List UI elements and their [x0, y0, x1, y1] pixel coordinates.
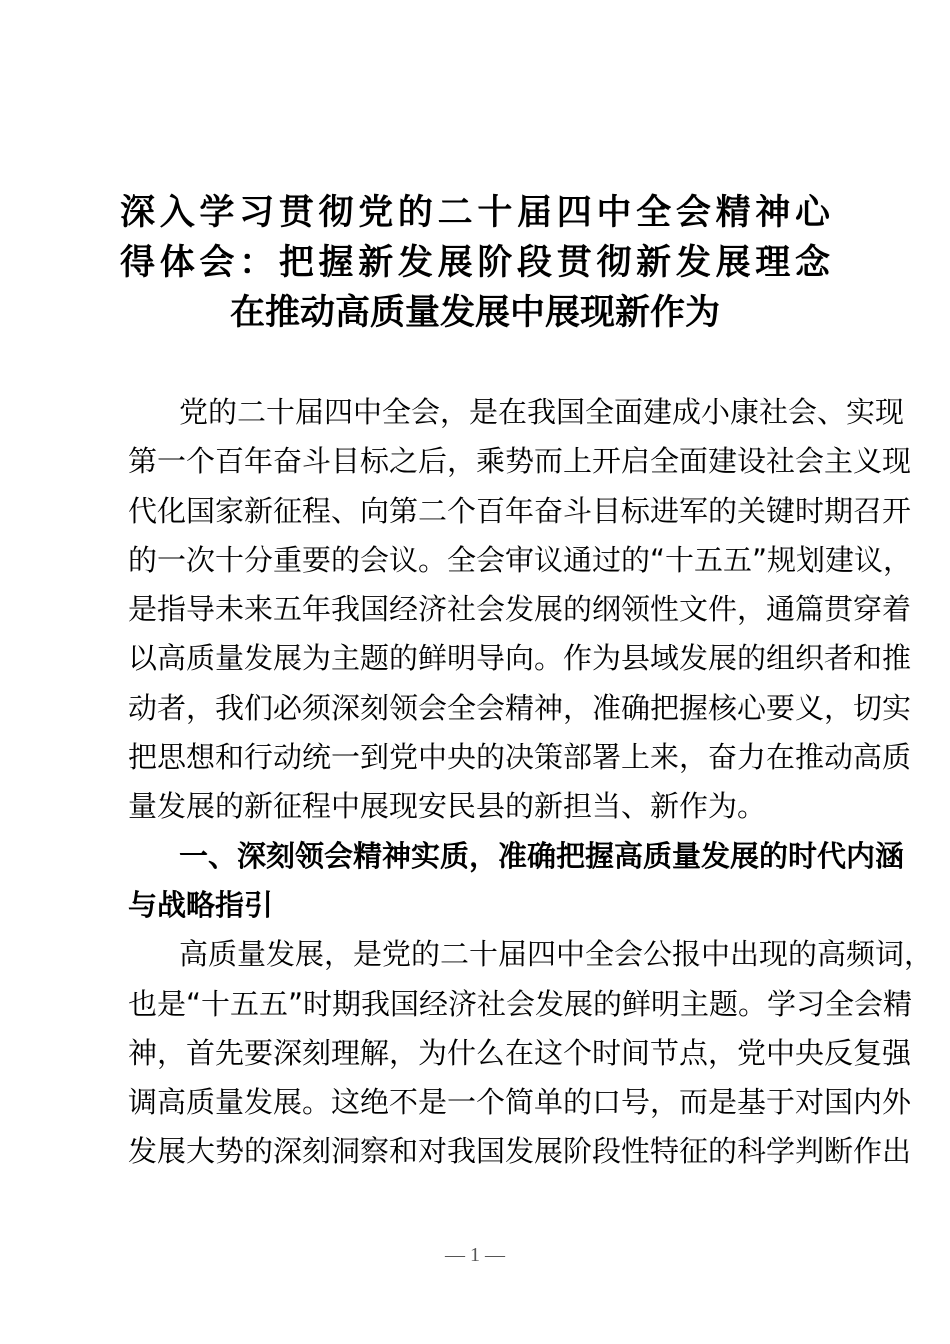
page-number: — 1 — [445, 1244, 505, 1266]
title-line: 得体会：把握新发展阶段贯彻新发展理念 [120, 243, 830, 283]
text-line: 第一个百年奋斗目标之后，乘势而上开启全面建设社会主义现 [128, 444, 912, 479]
heading-line: 与战略指引 [128, 887, 274, 922]
paragraph-intro [128, 388, 913, 832]
document-body [128, 388, 934, 1177]
text-line: 也是“十五五”时期我国经济社会发展的鲜明主题。学习全会精 [128, 986, 913, 1021]
paragraph-section-one [128, 930, 934, 1176]
text-line: 是指导未来五年我国经济社会发展的纲领性文件，通篇贯穿着 [128, 592, 912, 627]
title-line: 在推动高质量发展中展现新作为 [229, 293, 720, 333]
text-line: 神，首先要深刻理解，为什么在这个时间节点，党中央反复强 [128, 1035, 912, 1070]
text-line: 动者，我们必须深刻领会全会精神，准确把握核心要义，切实 [128, 690, 912, 725]
text-line: 调高质量发展。这绝不是一个简单的口号，而是基于对国内外 [128, 1085, 912, 1120]
text-line: 以高质量发展为主题的鲜明导向。作为县域发展的组织者和推 [128, 641, 912, 676]
document-title [120, 188, 830, 338]
text-line: 高质量发展，是党的二十届四中全会公报中出现的高频词， [179, 937, 934, 972]
section-heading [128, 832, 905, 931]
text-line: 的一次十分重要的会议。全会审议通过的“十五五”规划建议， [128, 542, 913, 577]
title-line: 深入学习贯彻党的二十届四中全会精神心 [120, 193, 830, 233]
text-line: 量发展的新征程中展现安民县的新担当、新作为。 [128, 789, 767, 824]
text-line: 代化国家新征程、向第二个百年奋斗目标进军的关键时期召开 [128, 493, 912, 528]
text-line: 把思想和行动统一到党中央的决策部署上来，奋力在推动高质 [128, 740, 912, 775]
heading-line: 一、深刻领会精神实质，准确把握高质量发展的时代内涵 [179, 838, 905, 873]
text-line: 发展大势的深刻洞察和对我国发展阶段性特征的科学判断作出 [128, 1134, 912, 1169]
text-line: 党的二十届四中全会，是在我国全面建成小康社会、实现 [179, 395, 905, 429]
